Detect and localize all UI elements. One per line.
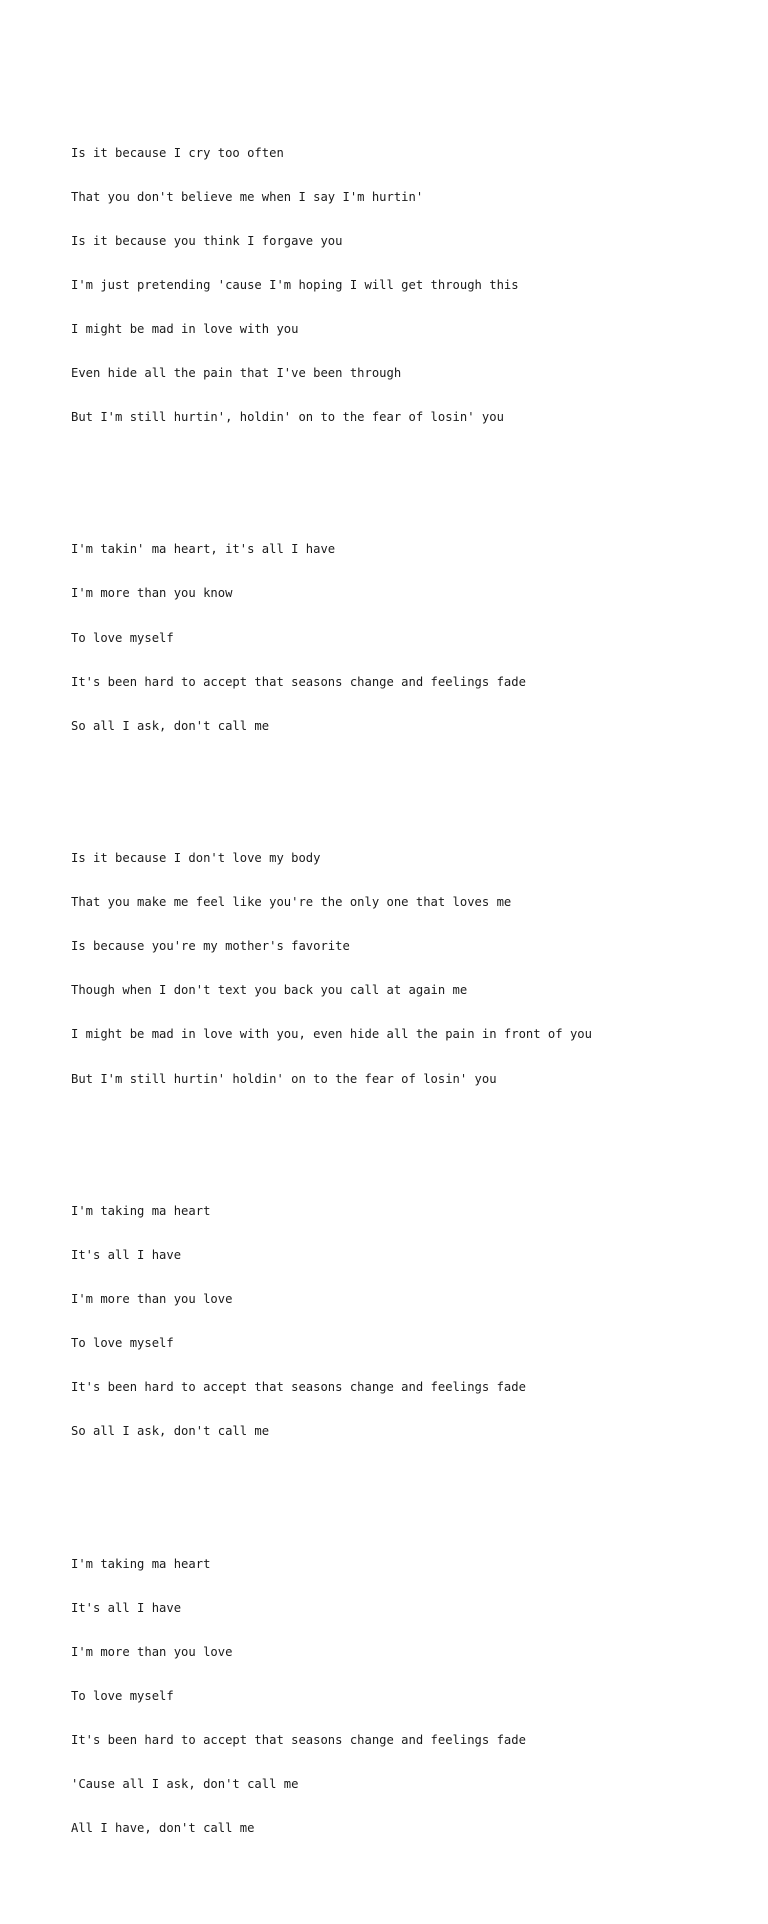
lyric-line: Though when I don't text you back you call at again me [71,983,468,998]
stanza-4 [71,1174,751,1468]
lyric-line: I'm taking ma heart [71,1203,211,1218]
lyric-line: To love myself [71,1336,174,1351]
lyric-line: Is it because I don't love my body [71,851,321,866]
lyric-line: It's been hard to accept that seasons change and feelings fade [71,1380,526,1395]
stanza-2 [71,513,751,763]
lyric-line: I'm just pretending 'cause I'm hoping I will get through this [71,277,519,292]
lyric-line: To love myself [71,630,174,645]
stanza-1 [71,116,751,454]
lyric-line: Even hide all the pain that I've been through [71,365,402,380]
lyric-line: All I have, don't call me [71,1821,255,1836]
lyric-line: It's been hard to accept that seasons change and feelings fade [71,674,526,689]
stanza-3 [71,822,751,1116]
lyric-line: But I'm still hurtin' holdin' on to the fear of losin' you [71,1071,497,1086]
lyric-line: So all I ask, don't call me [71,718,270,733]
lyric-line: So all I ask, don't call me [71,1424,270,1439]
lyric-line: 'Cause all I ask, don't call me [71,1777,299,1792]
lyric-line: That you make me feel like you're the only one that loves me [71,895,512,910]
lyric-line: I'm taking ma heart [71,1556,211,1571]
lyrics-text [71,72,751,1924]
lyric-line: I might be mad in love with you, even hide all the pain in front of you [71,1027,592,1042]
lyric-line: To love myself [71,1688,174,1703]
lyric-line: It's all I have [71,1247,182,1262]
lyric-line: Is it because I cry too often [71,145,284,160]
lyric-line: I'm takin' ma heart, it's all I have [71,542,336,557]
lyric-line: Is because you're my mother's favorite [71,939,350,954]
lyric-line: I'm more than you love [71,1644,233,1659]
lyric-line: I'm more than you know [71,586,233,601]
lyric-line: But I'm still hurtin', holdin' on to the fear of losin' you [71,410,504,425]
lyric-line: I might be mad in love with you [71,321,299,336]
lyric-line: Is it because you think I forgave you [71,233,343,248]
lyric-line: I'm more than you love [71,1292,233,1306]
lyric-line: It's all I have [71,1600,182,1615]
lyric-line: That you don't believe me when I say I'm hurtin' [71,189,424,204]
stanza-5 [71,1527,751,1865]
lyric-line: It's been hard to accept that seasons change and feelings fade [71,1732,526,1747]
